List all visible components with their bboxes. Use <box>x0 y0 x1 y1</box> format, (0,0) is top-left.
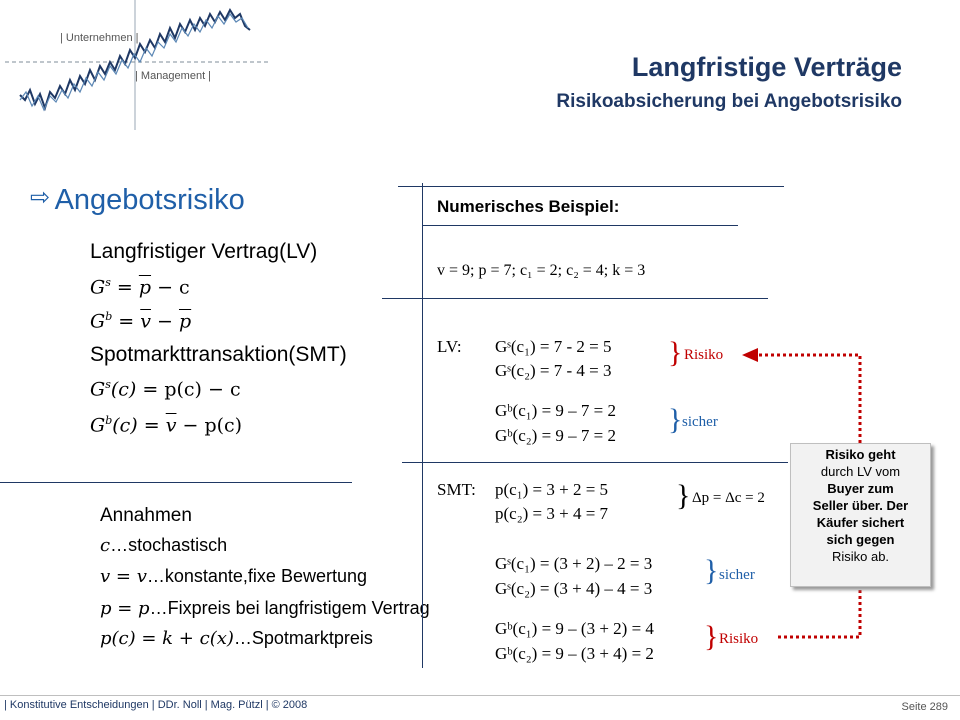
callout-line-5: Käufer sichert <box>816 515 905 530</box>
example-parameters: v = 9; p = 7; c₁ = 2; c₂ = 4; k = 3 <box>437 262 646 279</box>
smt-gb-c2: Gᵇ(c₂) = 9 – (3 + 4) = 2 <box>495 644 654 663</box>
label-sicher-2: sicher <box>719 567 755 583</box>
rule-under-heading <box>422 225 738 226</box>
label-sicher-1: sicher <box>682 414 718 430</box>
rule-under-params <box>382 298 768 299</box>
bullet-text: Angebotsrisiko <box>54 184 245 216</box>
callout-line-1: Risiko geht <box>825 447 896 462</box>
smt-heading: Spotmarkttransaktion(SMT) <box>90 343 347 366</box>
callout-line-6: sich gegen <box>826 532 895 547</box>
lv-gb-c1: Gᵇ(c₁) = 9 – 7 = 2 <box>495 401 617 420</box>
right-vertical-divider <box>422 183 423 668</box>
lv-heading: Langfristiger Vertrag(LV) <box>90 240 318 263</box>
lv-gs-c1: Gˢ(c₁) = 7 - 2 = 5 <box>495 337 612 356</box>
smt-gs-c1: Gˢ(c₁) = (3 + 2) – 2 = 3 <box>495 554 653 573</box>
footer-rule <box>0 695 960 696</box>
label-delta: Δp = Δc = 2 <box>692 490 765 506</box>
bullet <box>30 183 245 217</box>
smt-gb-c1: Gᵇ(c₁) = 9 – (3 + 2) = 4 <box>495 619 654 638</box>
smt-gs-c2: Gˢ(c₂) = (3 + 4) – 4 = 3 <box>495 579 653 598</box>
callout-box <box>790 443 931 587</box>
rule-top <box>398 186 784 187</box>
footer-page-number: Seite 289 <box>901 701 948 713</box>
lv-gs-c2: Gˢ(c₂) = 7 - 4 = 3 <box>495 361 612 380</box>
rule-before-smt <box>402 462 788 463</box>
page-title: Langfristige Verträge <box>631 52 902 82</box>
callout-line-4: Seller über. Der <box>812 498 909 513</box>
assumption-1: c…stochastisch <box>100 535 228 556</box>
smt-label: SMT: <box>437 480 476 499</box>
smt-p-c1: p(c₁) = 3 + 2 = 5 <box>495 480 609 499</box>
smt-eq-buyer: $G^b(c) = \overline{v} - p(c)$ <box>90 414 243 437</box>
logo-unternehmen: | Unternehmen | <box>60 32 139 44</box>
arrow-left-icon <box>742 348 758 362</box>
assumption-2: v = v…konstante,fixe Bewertung <box>100 566 367 587</box>
brace-risk-1: } <box>668 336 683 369</box>
stock-chart-logo <box>0 0 280 130</box>
callout-line-2: durch LV vom <box>820 464 901 479</box>
page-subtitle: Risikoabsicherung bei Angebotsrisiko <box>556 91 902 112</box>
lv-eq-seller: $G^s = \overline{p} - c$ <box>90 276 190 299</box>
label-risiko-1: Risiko <box>684 347 724 363</box>
brace-sicher-1: } <box>668 403 683 436</box>
callout-line-7: Risiko ab. <box>831 549 890 564</box>
lv-label: LV: <box>437 337 462 356</box>
logo-management: | Management | <box>135 70 212 82</box>
label-risiko-2: Risiko <box>719 631 759 647</box>
assumption-3: p = p…Fixpreis bei langfristigem Vertrag <box>100 598 430 619</box>
lv-eq-buyer: $G^b = \overline{v} - \overline{p}$ <box>90 310 192 333</box>
arrow-right-icon: ⇨ <box>30 184 51 211</box>
brace-sicher-2: } <box>704 554 719 587</box>
logo <box>0 0 280 130</box>
assumption-4: p(c) = k + c(x)…Spotmarktpreis <box>100 628 373 649</box>
example-heading: Numerisches Beispiel: <box>437 197 620 216</box>
footer-left: | Konstitutive Entscheidungen | DDr. Noll | Mag. Pützl | © 2008 <box>4 699 308 711</box>
smt-p-c2: p(c₂) = 3 + 4 = 7 <box>495 504 609 523</box>
left-divider <box>0 482 352 483</box>
brace-risk-2: } <box>704 620 719 653</box>
callout-line-3: Buyer zum <box>827 481 894 496</box>
annahmen-heading: Annahmen <box>100 505 192 526</box>
lv-gb-c2: Gᵇ(c₂) = 9 – 7 = 2 <box>495 426 617 445</box>
brace-delta: } <box>676 479 691 512</box>
smt-eq-seller: $G^s(c) = p(c) - c$ <box>90 378 241 401</box>
